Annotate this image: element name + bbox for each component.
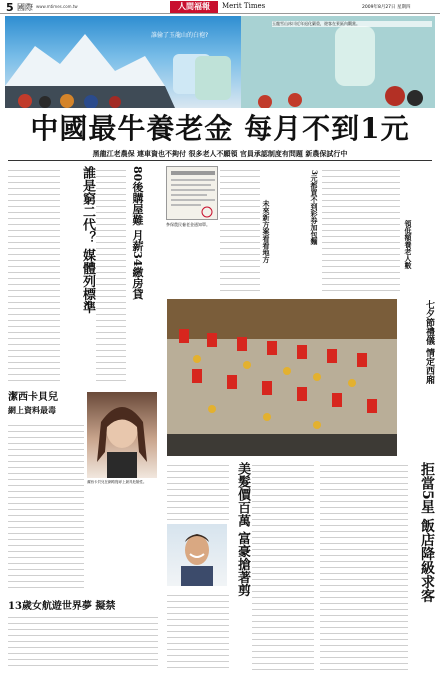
age13-headline[interactable]: 13歲女航遊世界夢 擬禁 xyxy=(8,601,116,612)
generation-headline[interactable]: 誰是窮二代？ 媒體列標準 xyxy=(80,166,95,314)
photo-label: 誰偷了玉龍山的白袍? xyxy=(151,32,209,39)
glacier-photo-illustration xyxy=(5,16,435,108)
site-url[interactable]: www.mtimes.com.tw xyxy=(36,4,78,9)
issue-date: 2009年8月27日 星期四 xyxy=(362,5,411,10)
main-headline[interactable]: 中國最牛養老金 每月不到1元 xyxy=(30,112,410,145)
article-body-9 xyxy=(8,612,158,670)
spacer xyxy=(160,392,164,393)
pension-small-headline: 3元都買不到彩券加包麵 xyxy=(310,170,319,245)
masthead xyxy=(0,0,440,14)
article-body-4 xyxy=(322,165,400,295)
doc-caption: 參保農民養老金通知單。 xyxy=(166,222,210,227)
hairdresser-photo xyxy=(167,524,227,586)
article-body-6 xyxy=(167,460,229,520)
beauty-headline[interactable]: 美髮價百萬 富豪搶著剪 xyxy=(235,462,250,597)
recruit-small-headline: 領低額養老人數 xyxy=(404,220,413,269)
photo-caption: 玉龍雪山冰川近年退化嚴重，遊客在景區內觀賞。 xyxy=(272,21,432,27)
page-number: 5 xyxy=(6,1,14,14)
article-body-3 xyxy=(220,165,260,295)
mid-small-headline: 未來新方案看看地方 xyxy=(262,200,271,263)
top-photo xyxy=(5,16,435,108)
headline-rule xyxy=(8,160,432,161)
jb-caption: 潔西卡貝兒在網路搜尋上最具危險性。 xyxy=(87,480,147,484)
article-body-1 xyxy=(8,165,60,385)
jessica-photo xyxy=(87,392,157,478)
article-body-8 xyxy=(320,460,408,670)
hotel-headline[interactable]: 拒當5星 飯店降級求客 xyxy=(419,462,435,603)
article-body-5 xyxy=(8,420,84,590)
main-subhead: 黑龍江老農保 連車資也不夠付 很多老人不願領 官員承認制度有問題 新農保試行中 xyxy=(92,150,348,158)
article-body-10 xyxy=(167,590,229,670)
jb-subheadline: 網上資料最毒 xyxy=(8,405,56,415)
section-label: 國際 xyxy=(17,3,33,12)
article-body-7 xyxy=(252,460,314,670)
newspaper-logo-en: Merit Times xyxy=(222,2,266,10)
festival-headline[interactable]: 七夕節禮儀 情定西廂 xyxy=(424,300,434,385)
pension-notice-image xyxy=(166,166,218,220)
house-headline[interactable]: 80後購屋難 月薪34繳房貸 xyxy=(131,166,144,300)
jb-headline[interactable]: 潔西卡貝兒 xyxy=(8,392,58,403)
festival-photo xyxy=(167,299,397,456)
newspaper-logo: 人間福報 xyxy=(170,1,218,13)
article-body-2 xyxy=(96,165,126,385)
